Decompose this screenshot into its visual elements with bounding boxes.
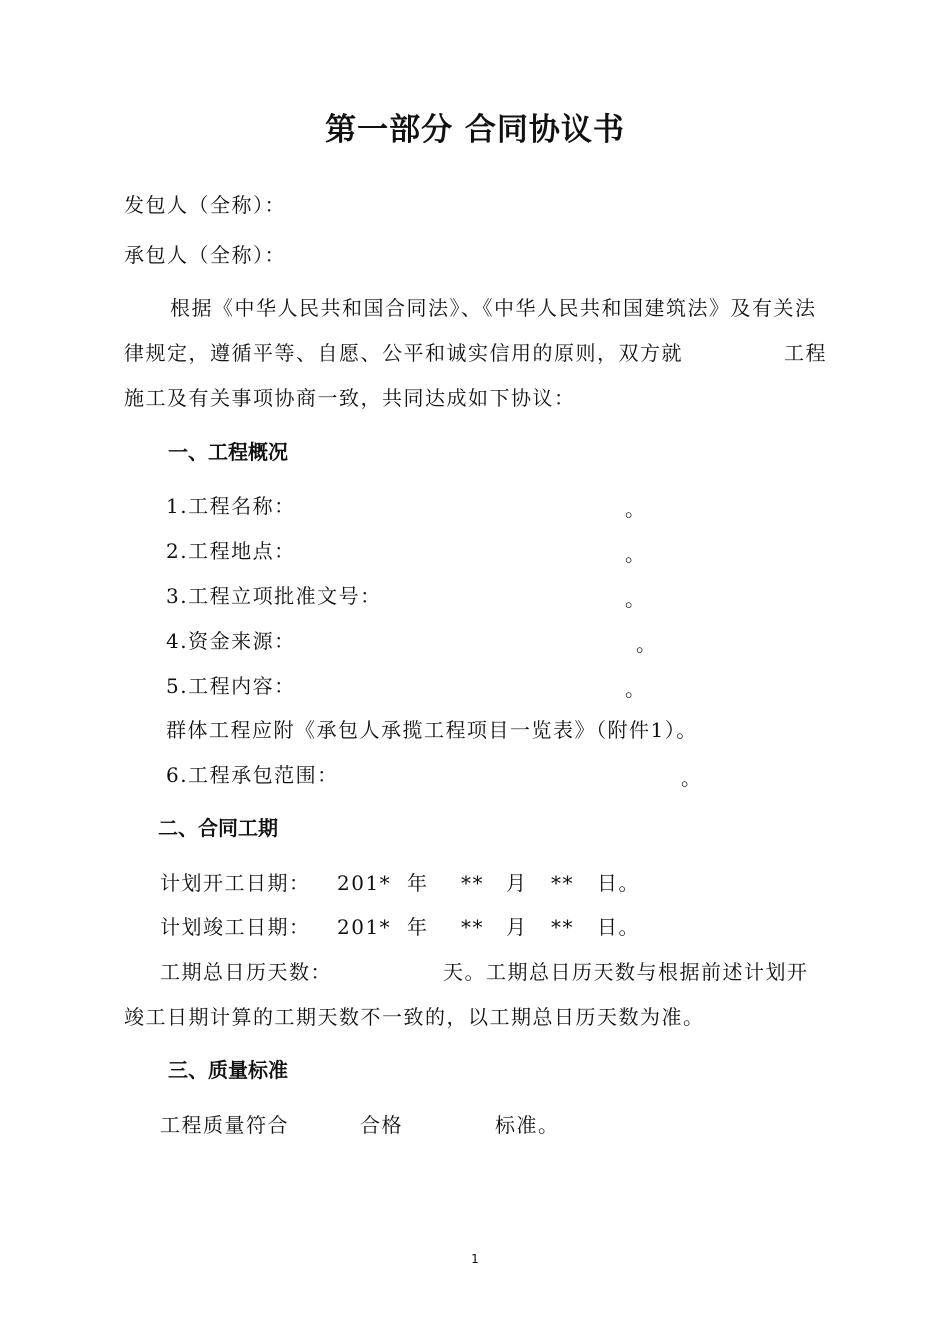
page-number: 1 xyxy=(471,1252,479,1266)
section-1-heading: 一、工程概况 xyxy=(168,440,288,464)
preamble-project-word: 工程 xyxy=(784,341,827,365)
item-project-name-end: 。 xyxy=(625,497,645,521)
planned-start-day: ** xyxy=(551,871,574,895)
page-title: 第一部分 合同协议书 xyxy=(325,112,625,148)
planned-finish-month: ** xyxy=(461,915,484,939)
total-days-line-2: 竣工日期计算的工期天数不一致的，以工期总日历天数为准。 xyxy=(124,1005,705,1029)
planned-start-year-unit: 年 xyxy=(407,871,429,895)
preamble-line-2: 律规定，遵循平等、自愿、公平和诚实信用的原则，双方就 xyxy=(124,341,683,365)
item-funding-source: 4.资金来源： xyxy=(166,629,296,653)
item-project-name: 1.工程名称： xyxy=(166,494,296,518)
quality-text-end: 标准。 xyxy=(495,1113,560,1137)
item-contract-scope: 6.工程承包范围： xyxy=(166,763,339,787)
planned-start-day-unit: 日。 xyxy=(597,871,640,895)
item-approval-number: 3.工程立项批准文号： xyxy=(166,584,382,608)
item-approval-number-end: 。 xyxy=(625,587,645,611)
item-project-location: 2.工程地点： xyxy=(166,539,296,563)
item-project-content: 5.工程内容： xyxy=(166,674,296,698)
total-days-line-1: 天。工期总日历天数与根据前述计划开 xyxy=(443,960,809,984)
planned-start-year: 201* xyxy=(337,871,392,895)
planned-finish-day-unit: 日。 xyxy=(597,915,640,939)
quality-value: 合格 xyxy=(360,1113,403,1137)
planned-start-label: 计划开工日期： xyxy=(160,871,311,895)
preamble-line-1: 根据《中华人民共和国合同法》、《中华人民共和国建筑法》及有关法 xyxy=(170,296,817,320)
item-project-content-end: 。 xyxy=(625,677,645,701)
employer-label: 发包人（全称）： xyxy=(124,193,286,217)
planned-finish-year: 201* xyxy=(337,915,392,939)
section-2-heading: 二、合同工期 xyxy=(158,816,278,840)
planned-finish-label: 计划竣工日期： xyxy=(160,915,311,939)
item-contract-scope-end: 。 xyxy=(681,766,701,790)
section-3-heading: 三、质量标准 xyxy=(168,1058,288,1082)
planned-start-month-unit: 月 xyxy=(506,871,528,895)
quality-text: 工程质量符合 xyxy=(160,1113,289,1137)
total-days-label: 工期总日历天数： xyxy=(160,960,332,984)
planned-finish-day: ** xyxy=(551,915,574,939)
group-project-note: 群体工程应附《承包人承揽工程项目一览表》（附件1）。 xyxy=(166,718,698,742)
item-funding-source-end: 。 xyxy=(636,632,656,656)
planned-start-month: ** xyxy=(461,871,484,895)
contractor-label: 承包人（全称）： xyxy=(124,243,286,267)
planned-finish-year-unit: 年 xyxy=(407,915,429,939)
item-project-location-end: 。 xyxy=(625,542,645,566)
preamble-line-3: 施工及有关事项协商一致，共同达成如下协议： xyxy=(124,386,576,410)
planned-finish-month-unit: 月 xyxy=(506,915,528,939)
